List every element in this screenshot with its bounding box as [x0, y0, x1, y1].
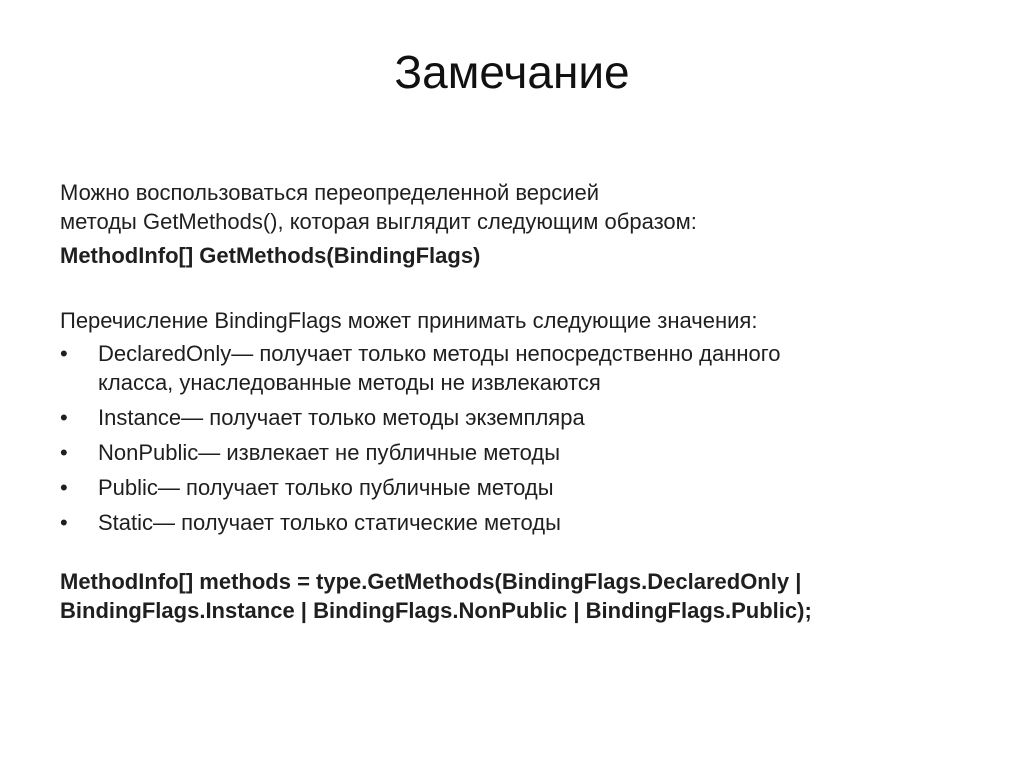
bullet-icon: •: [60, 475, 68, 500]
intro-line-1: Можно воспользоваться переопределенной версией: [60, 180, 600, 205]
binding-flags-list: [60, 339, 960, 537]
method-signature: MethodInfo[] GetMethods(BindingFlags): [60, 243, 481, 268]
slide-title: Замечание: [394, 46, 630, 98]
list-item-text: Static— получает только статические методы: [98, 510, 561, 535]
list-item-declared-only: [60, 339, 960, 397]
list-item-public: [60, 473, 960, 502]
list-item-text: DeclaredOnly— получает только методы непосредственно данного: [98, 341, 781, 366]
list-item-text: Instance— получает только методы экземпляра: [98, 405, 585, 430]
bullet-icon: •: [60, 405, 68, 430]
bullet-icon: •: [60, 510, 68, 535]
list-item-text-continued: класса, унаследованные методы не извлекаются: [98, 370, 601, 395]
code-line-2: BindingFlags.Instance | BindingFlags.NonPublic | BindingFlags.Public);: [60, 598, 812, 623]
list-item-text: NonPublic— извлекает не публичные методы: [98, 440, 561, 465]
bullet-icon: •: [60, 341, 68, 366]
list-item-text: Public— получает только публичные методы: [98, 475, 554, 500]
intro-line-2: методы GetMethods(), которая выглядит следующим образом:: [60, 209, 697, 234]
slide-body: [60, 178, 960, 625]
enum-intro: Перечисление BindingFlags может принимать следующие значения:: [60, 308, 758, 333]
list-item-static: [60, 508, 960, 537]
list-item-nonpublic: [60, 438, 960, 467]
code-line-1: MethodInfo[] methods = type.GetMethods(BindingFlags.DeclaredOnly |: [60, 569, 802, 594]
intro-paragraph: [60, 178, 960, 236]
bullet-icon: •: [60, 440, 68, 465]
list-item-instance: [60, 403, 960, 432]
code-example: [60, 567, 960, 625]
